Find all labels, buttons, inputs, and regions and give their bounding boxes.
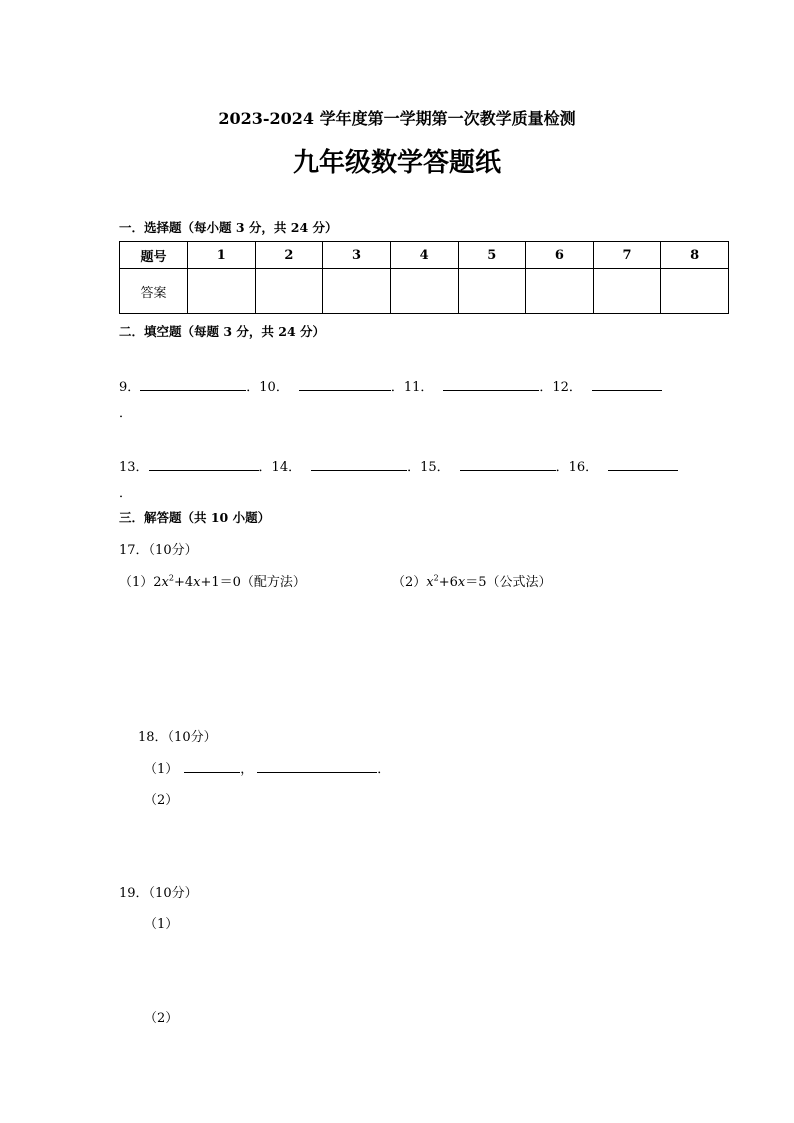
answer-cell[interactable] — [661, 269, 729, 314]
answer-blank-10[interactable] — [299, 378, 391, 391]
answer-blank-12[interactable] — [592, 378, 662, 391]
answer-table-answer-row — [120, 269, 729, 314]
equation-text: （2） — [392, 575, 427, 590]
answer-cell[interactable] — [323, 269, 391, 314]
section-2-heading: 二．填空题（每题 3 分，共 24 分） — [119, 324, 326, 339]
equation-text: ＝5（公式法） — [465, 575, 552, 590]
answer-cell[interactable] — [255, 269, 323, 314]
question-18-part-2: （2） — [144, 793, 179, 808]
variable-x: x — [426, 575, 434, 590]
question-number-cell: 6 — [526, 242, 594, 269]
section-3-heading: 三．解答题（共 10 小题） — [119, 510, 271, 525]
question-18-label: 18．（10分） — [138, 730, 217, 745]
period: ． — [377, 762, 391, 777]
answer-blank-16[interactable] — [608, 458, 678, 471]
question-number-cell: 8 — [661, 242, 729, 269]
question-13-label: 13． — [119, 460, 149, 475]
question-12-label: ．12． — [539, 380, 582, 395]
equation-text: +6 — [438, 575, 458, 590]
question-number-cell: 5 — [458, 242, 526, 269]
trailing-period: ． — [119, 406, 133, 421]
question-16-label: ．16． — [555, 460, 599, 475]
variable-x: x — [457, 575, 466, 590]
equation-text: +4 — [173, 575, 194, 590]
question-10-label: ．10． — [246, 380, 289, 395]
answer-cell[interactable] — [390, 269, 458, 314]
question-14-label: ．14． — [258, 460, 302, 475]
answer-cell[interactable] — [188, 269, 256, 314]
answer-table-number-row — [120, 242, 729, 269]
fill-row-2 — [119, 456, 678, 475]
question-17-part-1 — [119, 571, 306, 590]
answer-blank-18-1a[interactable] — [184, 760, 240, 773]
fill-row-1 — [119, 376, 662, 395]
exponent: 2 — [168, 573, 174, 583]
equation-text: （1）2 — [119, 575, 162, 590]
answer-cell[interactable] — [458, 269, 526, 314]
question-number-cell: 7 — [593, 242, 661, 269]
exam-subtitle: 2023-2024 学年度第一学期第一次教学质量检测 — [218, 109, 576, 128]
question-11-label: ．11． — [390, 380, 434, 395]
question-17-label: 17．（10分） — [119, 543, 198, 558]
question-19-part-2: （2） — [144, 1011, 179, 1026]
equation-text: +1＝0（配方法） — [200, 575, 306, 590]
answer-blank-15[interactable] — [460, 458, 556, 471]
variable-x: x — [193, 575, 201, 590]
answer-blank-11[interactable] — [443, 378, 539, 391]
question-19-part-1: （1） — [144, 917, 179, 932]
comma: ， — [240, 762, 254, 777]
answer-blank-13[interactable] — [149, 458, 259, 471]
question-number-cell: 2 — [255, 242, 323, 269]
page-title: 九年级数学答题纸 — [292, 148, 501, 178]
answer-cell[interactable] — [526, 269, 594, 314]
question-17-part-2 — [392, 571, 552, 590]
row-header-answer: 答案 — [120, 269, 188, 314]
exponent: 2 — [433, 573, 439, 583]
question-number-cell: 4 — [390, 242, 458, 269]
question-18-part-1 — [144, 758, 390, 777]
question-9-label: 9． — [119, 380, 141, 395]
answer-cell[interactable] — [593, 269, 661, 314]
answer-blank-14[interactable] — [311, 458, 407, 471]
question-number-cell: 3 — [323, 242, 391, 269]
section-1-heading: 一．选择题（每小题 3 分，共 24 分） — [119, 220, 338, 235]
answer-table — [119, 241, 729, 314]
answer-blank-9[interactable] — [140, 378, 246, 391]
row-header-number: 题号 — [120, 242, 188, 269]
question-15-label: ．15． — [407, 460, 450, 475]
variable-x: x — [161, 575, 169, 590]
question-number-cell: 1 — [188, 242, 256, 269]
answer-blank-18-1b[interactable] — [257, 760, 377, 773]
part-label: （1） — [144, 762, 179, 777]
trailing-period: ． — [119, 486, 133, 501]
question-19-label: 19．（10分） — [119, 886, 198, 901]
